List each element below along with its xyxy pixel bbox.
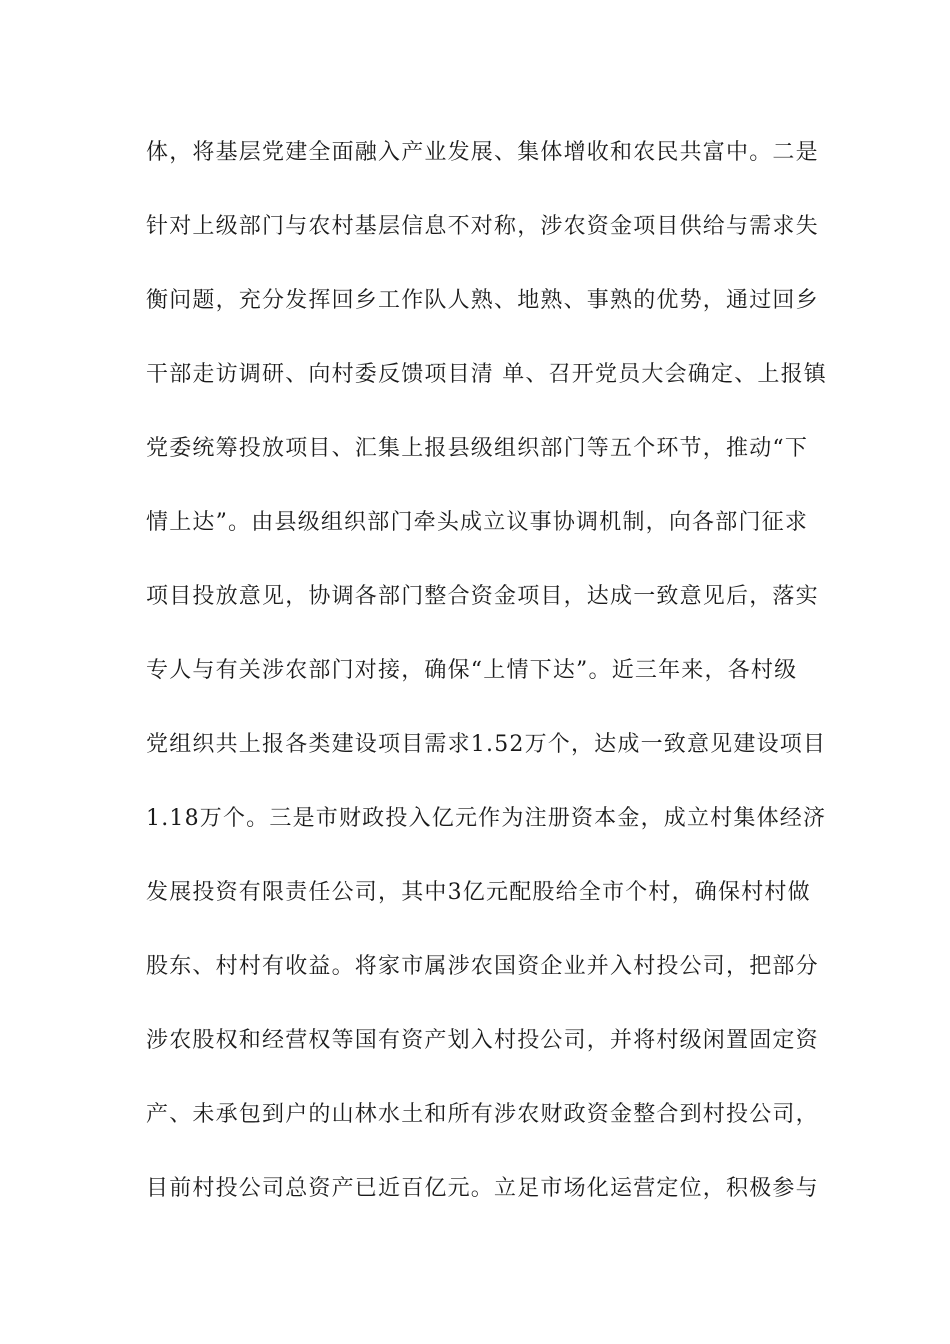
text-line: 产、未承包到户的山林水土和所有涉农财政资金整合到村投公司， (146, 1102, 819, 1127)
text-line: 情上达”。由县级组织部门牵头成立议事协调机制，向各部门征求 (146, 510, 809, 535)
text-line: 针对上级部门与农村基层信息不对称，涉农资金项目供给与需求失 (146, 214, 819, 239)
text-line: 发展投资有限责任公司，其中3亿元配股给全市个村，确保村村做 (146, 880, 811, 905)
text-line: 党委统筹投放项目、汇集上报县级组织部门等五个环节，推动“下 (146, 436, 809, 461)
text-line: 衡问题，充分发挥回乡工作队人熟、地熟、事熟的优势，通过回乡 (146, 288, 819, 313)
body-text (146, 130, 827, 1240)
text-line: 股东、村村有收益。将家市属涉农国资企业并入村投公司，把部分 (146, 954, 819, 979)
text-line: 体，将基层党建全面融入产业发展、集体增收和农民共富中。二是 (146, 140, 819, 165)
text-line: 涉农股权和经营权等国有资产划入村投公司，并将村级闲置固定资 (146, 1028, 819, 1053)
text-line: 专人与有关涉农部门对接，确保“上情下达”。近三年来，各村级 (146, 658, 798, 683)
text-line: 干部走访调研、向村委反馈项目清 单、召开党员大会确定、上报镇 (146, 362, 827, 387)
text-line: 1.18万个。三是市财政投入亿元作为注册资本金，成立村集体经济 (146, 806, 827, 831)
text-line: 党组织共上报各类建设项目需求1.52万个，达成一致意见建设项目 (146, 732, 827, 757)
text-line: 目前村投公司总资产已近百亿元。立足市场化运营定位，积极参与 (146, 1176, 819, 1201)
text-line: 项目投放意见，协调各部门整合资金项目，达成一致意见后，落实 (146, 584, 819, 609)
